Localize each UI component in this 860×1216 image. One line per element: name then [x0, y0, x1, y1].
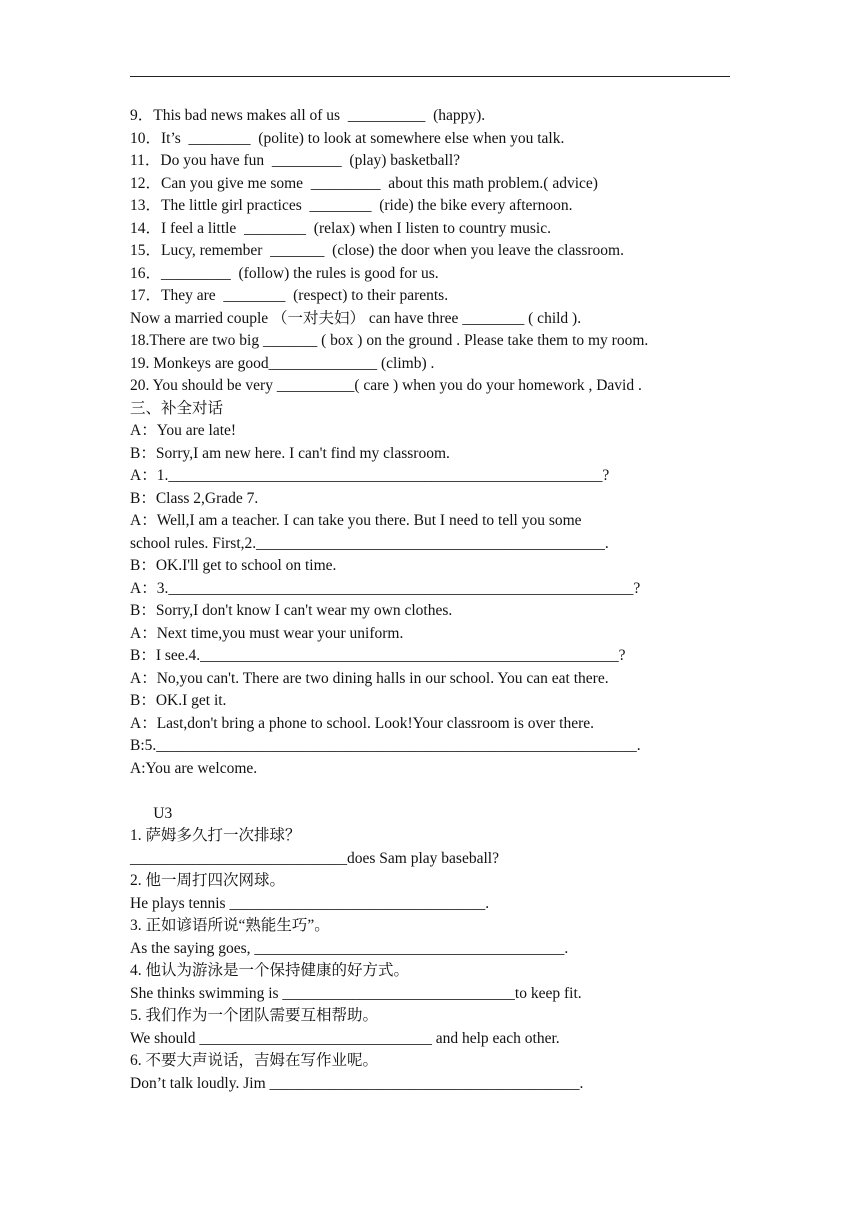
dialogue-line: A：Well,I am a teacher. I can take you there. But I need to tell you some [130, 512, 582, 529]
text-line: 3. 正如谚语所说“熟能生巧”。 [130, 917, 330, 934]
exercise-section [130, 105, 730, 780]
dialogue-line: B：Sorry,I don't know I can't wear my own clothes. [130, 602, 453, 619]
text-line: 5. 我们作为一个团队需要互相帮助。 [130, 1007, 379, 1024]
dialogue-line: B：OK.I'll get to school on time. [130, 557, 337, 574]
text-line: Don’t talk loudly. Jim ________________________________________. [130, 1074, 584, 1092]
translation-section [130, 803, 730, 1096]
text-line: We should ______________________________ and help each other. [130, 1029, 560, 1047]
text-line: 1. 萨姆多久打一次排球？ [130, 827, 301, 844]
unit-heading: U3 [130, 804, 173, 822]
text-line: 9．This bad news makes all of us __________ (happy). [130, 107, 486, 124]
dialogue-line: B:5.______________________________________________________________. [130, 737, 641, 754]
text-line: 4. 他认为游泳是一个保持健康的好方式。 [130, 962, 410, 979]
text-line: 11．Do you have fun _________ (play) basketball? [130, 152, 461, 169]
text-line: 13．The little girl practices ________ (ride) the bike every afternoon. [130, 197, 573, 214]
dialogue-line: A：You are late! [130, 422, 237, 439]
blank-gap [130, 780, 730, 803]
text-line: 10．It’s ________ (polite) to look at somewhere else when you talk. [130, 129, 565, 147]
text-line: As the saying goes, ________________________________________. [130, 939, 569, 957]
text-line: 19. Monkeys are good______________ (climb) . [130, 354, 435, 372]
dialogue-line: A：No,you can't. There are two dining halls in our school. You can eat there. [130, 669, 609, 687]
section-heading: 三、补全对话 [130, 399, 224, 417]
text-line: 16．_________ (follow) the rules is good for us. [130, 264, 439, 282]
text-line: 12．Can you give me some _________ about this math problem.( advice) [130, 174, 598, 192]
text-line: 14．I feel a little ________ (relax) when I listen to country music. [130, 219, 551, 237]
text-line: She thinks swimming is ______________________________to keep fit. [130, 984, 582, 1002]
dialogue-line: A：3.____________________________________________________________? [130, 579, 641, 597]
dialogue-line: B：OK.I get it. [130, 692, 227, 709]
dialogue-line: A：Last,don't bring a phone to school. Look!Your classroom is over there. [130, 714, 594, 732]
text-line: 18.There are two big _______ ( box ) on the ground . Please take them to my room. [130, 332, 649, 349]
dialogue-line: A：Next time,you must wear your uniform. [130, 624, 404, 642]
document-body [130, 105, 730, 1095]
text-line: 6. 不要大声说话，吉姆在写作业呢。 [130, 1052, 379, 1069]
text-line: ____________________________does Sam play baseball? [130, 849, 499, 867]
dialogue-line: A:You are welcome. [130, 759, 258, 777]
text-line: Now a married couple （一对夫妇） can have three ________ ( child ). [130, 309, 582, 327]
dialogue-line: B：I see.4.______________________________________________________? [130, 647, 626, 664]
header-rule [130, 76, 730, 77]
dialogue-line: A：1.________________________________________________________? [130, 467, 610, 484]
text-line: He plays tennis _________________________________. [130, 894, 490, 912]
text-line: 15．Lucy, remember _______ (close) the door when you leave the classroom. [130, 242, 624, 259]
dialogue-line: B：Sorry,I am new here. I can't find my classroom. [130, 444, 450, 462]
dialogue-line: B：Class 2,Grade 7. [130, 489, 259, 507]
text-line: 2. 他一周打四次网球。 [130, 872, 286, 889]
text-line: 20. You should be very __________( care ) when you do your homework , David . [130, 377, 642, 394]
text-line: 17．They are ________ (respect) to their parents. [130, 287, 449, 304]
dialogue-line: school rules. First,2._____________________________________________. [130, 534, 609, 552]
